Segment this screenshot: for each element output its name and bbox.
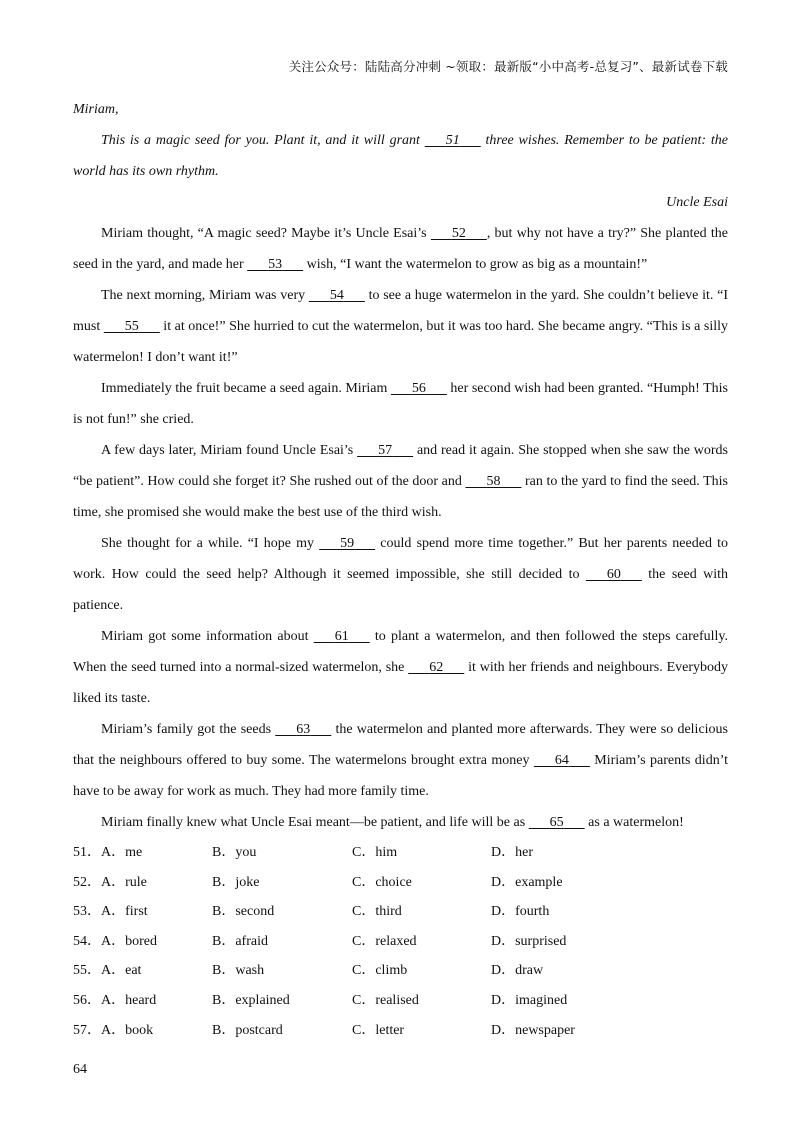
option-c: C．relaxed: [352, 933, 417, 949]
story-paragraph: [73, 714, 728, 807]
option-b: B．explained: [212, 992, 290, 1008]
option-d: D．her: [491, 845, 533, 860]
salutation-text: Miriam,: [73, 102, 119, 117]
blank-51: [425, 125, 481, 156]
blank-61: [314, 621, 370, 652]
blank-60: [586, 559, 642, 590]
paragraph-text: Miriam’s family got the seeds: [101, 722, 276, 737]
option-a: A．heard: [101, 992, 157, 1008]
option-a: A．first: [101, 904, 148, 920]
signature-text: Uncle Esai: [666, 195, 728, 210]
blank-number: 53: [268, 257, 283, 272]
blank-63: [275, 714, 331, 745]
option-a: A．rule: [101, 874, 147, 890]
question-row: [73, 897, 728, 927]
blank-number: 62: [429, 660, 444, 675]
page-header: 关注公众号：陆陆高分冲刺 ~领取：最新版“小中高考-总复习”、最新试卷下载: [288, 59, 728, 74]
blank-number: 61: [334, 629, 349, 644]
option-c: C．him: [352, 845, 398, 860]
blank-number: 65: [549, 815, 564, 830]
blank-number: 63: [296, 722, 311, 737]
option-b: B．postcard: [212, 1022, 283, 1038]
option-a: A．eat: [101, 963, 142, 979]
question-row: [73, 927, 728, 957]
option-d: D．example: [491, 874, 563, 890]
paragraph-text: the seed with patience.: [73, 567, 728, 613]
paragraph-text: She thought for a while. “I hope my: [101, 536, 320, 551]
note-body-pre: This is a magic seed for you. Plant it, and it will grant: [101, 133, 425, 148]
option-b: B．second: [212, 904, 275, 920]
question-number: 55．: [73, 963, 101, 979]
option-c: C．climb: [352, 963, 408, 979]
option-d: D．draw: [491, 963, 544, 979]
paragraph-text: Miriam got some information about: [101, 629, 314, 644]
paragraph-text: Miriam finally knew what Uncle Esai meant—be patient, and life will be as: [101, 815, 529, 830]
question-row: [73, 868, 728, 898]
blank-57: [357, 435, 413, 466]
page-number: 64: [73, 1062, 87, 1077]
option-c: C．realised: [352, 992, 419, 1008]
blank-number: 64: [554, 753, 569, 768]
blank-number: 55: [124, 319, 139, 334]
paragraph-text: Miriam’s parents didn’t have to be away for work as much. They had more family time.: [73, 753, 728, 799]
blank-59: [319, 528, 375, 559]
blank-number: 54: [329, 288, 344, 303]
blank-56: [391, 373, 447, 404]
option-b: B．wash: [212, 963, 265, 979]
paragraph-text: as a watermelon!: [584, 815, 684, 830]
blank-65: [529, 807, 585, 838]
blank-64: [534, 745, 590, 776]
note-body-post: three wishes. Remember to be patient: the world has its own rhythm.: [73, 133, 729, 179]
option-d: D．newspaper: [491, 1022, 575, 1038]
blank-number: 56: [411, 381, 426, 396]
note-body: [73, 125, 728, 187]
blank-number: 51: [445, 133, 460, 148]
question-options: [73, 838, 728, 1045]
question-row: [73, 1016, 728, 1046]
paragraph-text: to see a huge watermelon in the yard. She couldn’t believe it. “I must: [73, 288, 729, 334]
blank-55: [104, 311, 160, 342]
question-number: 53．: [73, 904, 101, 920]
option-b: B．afraid: [212, 933, 268, 949]
paragraph-text: to plant a watermelon, and then followed the steps carefully. When the seed turned into a normal-sized watermelon, she: [73, 629, 728, 675]
option-b: B．joke: [212, 874, 260, 890]
blank-62: [408, 652, 464, 683]
paragraph-text: and read it again. She stopped when she saw the words “be patient”. How could she forget it? She rushed out of the door and: [73, 443, 728, 489]
paragraph-text: Immediately the fruit became a seed again. Miriam: [101, 381, 391, 396]
blank-58: [465, 466, 521, 497]
blank-number: 58: [486, 474, 501, 489]
blank-number: 60: [606, 567, 621, 582]
blank-number: 57: [378, 443, 393, 458]
paragraph-text: A few days later, Miriam found Uncle Esai’s: [101, 443, 358, 458]
paragraph-text: could spend more time together.” But her parents needed to work. How could the seed help? Although it seemed impossible, she still decided to: [73, 536, 728, 582]
blank-52: [431, 218, 487, 249]
option-a: A．bored: [101, 933, 157, 949]
blank-number: 59: [340, 536, 355, 551]
paragraph-text: The next morning, Miriam was very: [101, 288, 309, 303]
question-number: 54．: [73, 933, 101, 949]
paragraph-text: it with her friends and neighbours. Everybody liked its taste.: [73, 660, 728, 706]
option-d: D．surprised: [491, 933, 567, 949]
story-paragraph: [73, 435, 728, 528]
paragraph-text: the watermelon and planted more afterwards. They were so delicious that the neighbours offered to buy some. The watermelons brought extra money: [73, 722, 728, 768]
option-c: C．third: [352, 904, 402, 920]
option-d: D．fourth: [491, 904, 550, 920]
story-paragraph: [73, 807, 728, 838]
note-signature: [73, 187, 728, 218]
question-number: 56．: [73, 992, 101, 1008]
question-number: 51．: [73, 845, 101, 860]
paragraph-text: , but why not have a try?” She planted the seed in the yard, and made her: [73, 226, 728, 272]
paragraph-text: her second wish had been granted. “Humph! This is not fun!” she cried.: [73, 381, 728, 427]
story-paragraph: [73, 621, 728, 714]
option-c: C．letter: [352, 1022, 405, 1038]
option-d: D．imagined: [491, 992, 568, 1008]
story-paragraph: [73, 280, 728, 373]
blank-number: 52: [451, 226, 466, 241]
paragraph-text: Miriam thought, “A magic seed? Maybe it’s Uncle Esai’s: [101, 226, 431, 241]
blank-54: [309, 280, 365, 311]
passage: [73, 94, 728, 1045]
note-salutation: [73, 94, 728, 125]
option-c: C．choice: [352, 874, 412, 890]
question-row: [73, 986, 728, 1016]
question-row: [73, 956, 728, 986]
question-row: [73, 838, 728, 868]
question-number: 52．: [73, 874, 101, 890]
paragraph-text: ran to the yard to find the seed. This time, she promised she would make the best use of the third wish.: [73, 474, 728, 520]
story-paragraphs: [73, 218, 728, 838]
question-number: 57．: [73, 1022, 101, 1038]
paragraph-text: wish, “I want the watermelon to grow as big as a mountain!”: [303, 257, 648, 272]
story-paragraph: [73, 218, 728, 280]
option-a: A．me: [101, 845, 143, 860]
option-a: A．book: [101, 1022, 154, 1038]
option-b: B．you: [212, 845, 257, 860]
paragraph-text: it at once!” She hurried to cut the watermelon, but it was too hard. She became angry. “This is a silly watermelon! I don’t want it!”: [73, 319, 728, 365]
story-paragraph: [73, 373, 728, 435]
story-paragraph: [73, 528, 728, 621]
blank-53: [247, 249, 303, 280]
